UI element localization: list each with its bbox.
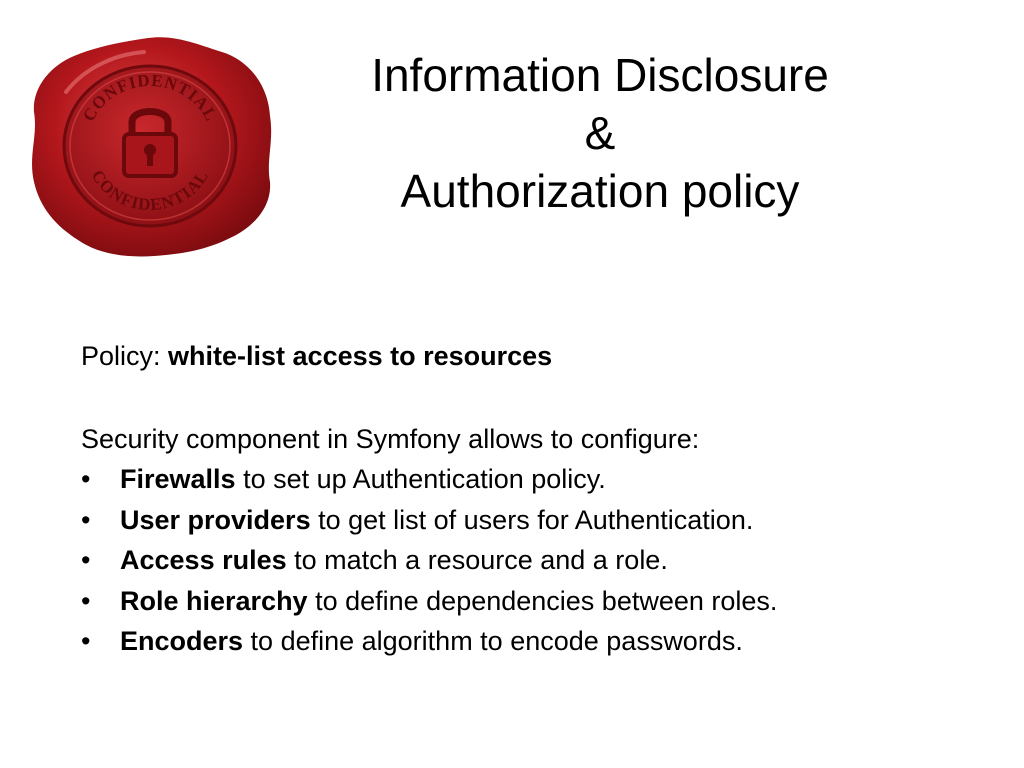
list-item (81, 459, 981, 500)
confidential-wax-seal-icon (26, 32, 276, 260)
bullet-text: to set up Authentication policy. (235, 464, 606, 494)
slide-title (300, 46, 900, 220)
bullet-dot: • (81, 464, 91, 494)
bullet-text: to define algorithm to encode passwords. (243, 626, 743, 656)
list-item (81, 540, 981, 581)
policy-label: Policy: (81, 341, 169, 371)
policy-line (81, 336, 981, 377)
bullet-dot: • (81, 626, 91, 656)
title-line-1: Information Disclosure (371, 49, 829, 101)
bullet-term: Firewalls (120, 464, 236, 494)
title-line-3: Authorization policy (400, 165, 800, 217)
bullet-term: User providers (120, 504, 311, 535)
list-item (81, 500, 981, 541)
bullet-text: to match a resource and a role. (286, 545, 668, 575)
bullet-term: Role hierarchy (120, 585, 308, 616)
policy-value: white-list access to resources (168, 341, 553, 371)
seal-text-bottom: CONFIDENTIAL (87, 166, 213, 215)
bullet-list (81, 459, 981, 662)
seal-text-top: CONFIDENTIAL (78, 70, 222, 125)
bullet-dot: • (81, 545, 91, 575)
bullet-term: Access rules (120, 545, 287, 575)
list-item (81, 581, 981, 622)
bullet-text: to define dependencies between roles. (307, 585, 778, 616)
intro-line: Security component in Symfony allows to configure: (81, 423, 700, 454)
title-line-2: & (584, 107, 616, 159)
list-item (81, 621, 981, 662)
bullet-text: to get list of users for Authentication. (310, 504, 754, 535)
bullet-term: Encoders (120, 626, 244, 656)
bullet-dot: • (81, 585, 91, 616)
slide-body (81, 336, 981, 662)
bullet-dot: • (81, 504, 91, 535)
